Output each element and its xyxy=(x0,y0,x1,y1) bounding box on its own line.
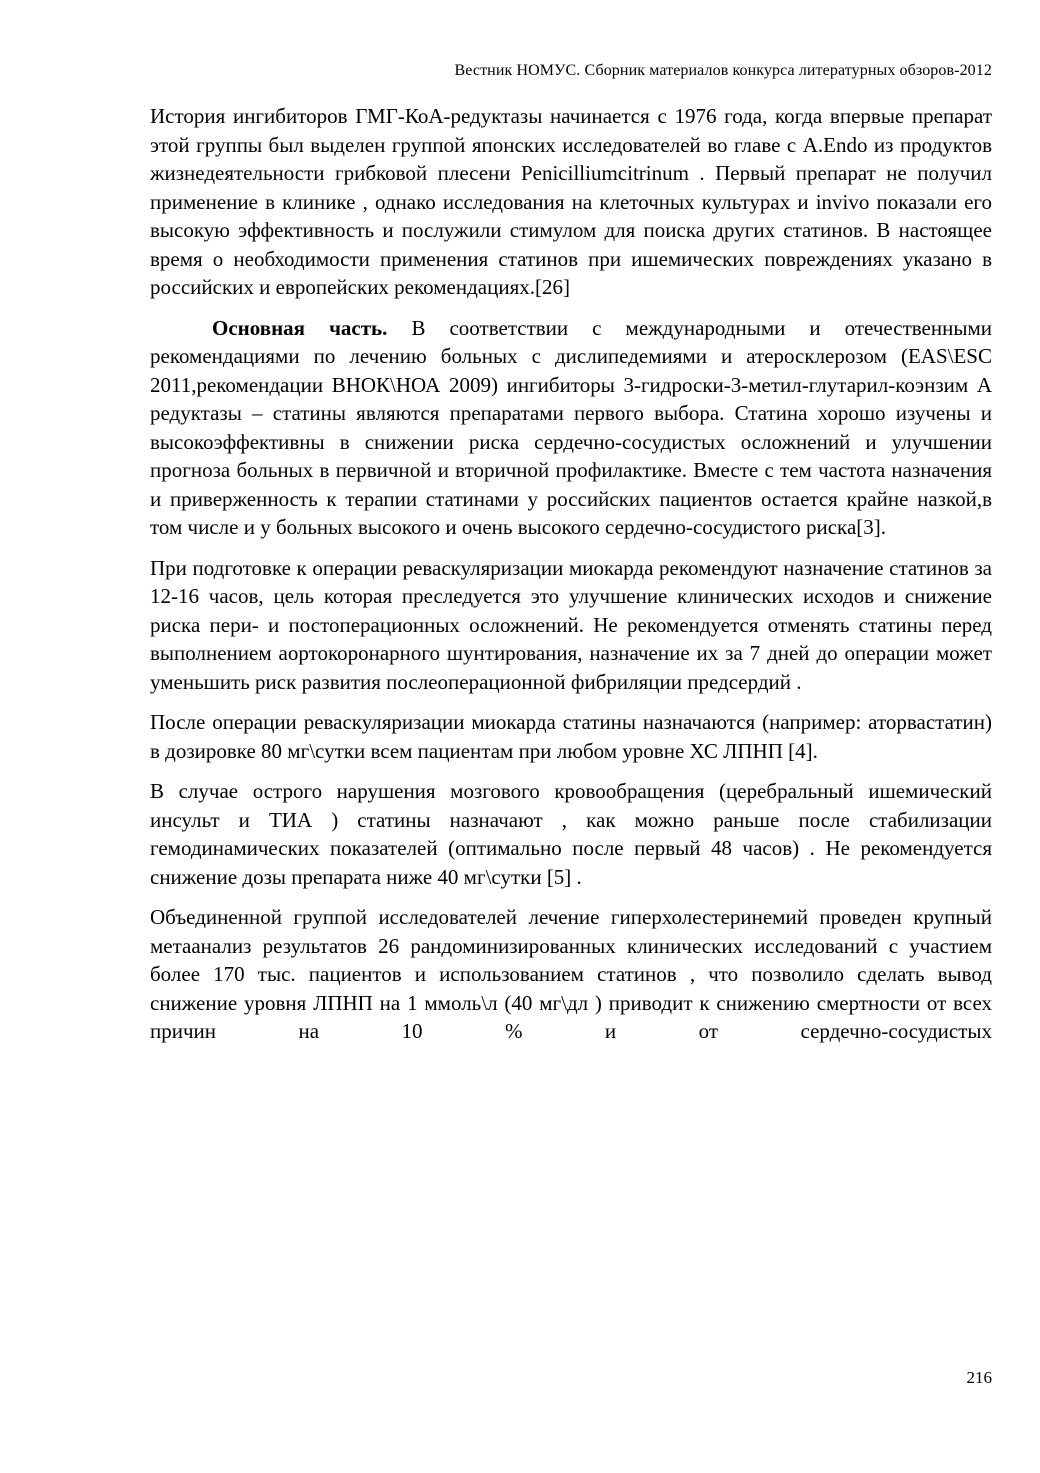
paragraph-revascularization-prep: При подготовке к операции реваскуляризации миокарда рекомендуют назначение статинов за 12-16 часов, цель которая преследуется это улучшение клинических исходов и снижение риска пери- и постоперационных осложнений. Не рекомендуется отменять статины перед выполнением аортокоронарного шунтирования, назначение их за 7 дней до операции может уменьшить риск развития послеоперационной фибриляции предсердий . xyxy=(150,555,992,694)
body-text xyxy=(150,102,992,1058)
page-number: 216 xyxy=(966,1368,992,1387)
paragraph-post-revascularization: После операции реваскуляризации миокарда статины назначаются (например: аторвастатин) в дозировке 80 мг\сутки всем пациентам при любом уровне ХС ЛПНП [4]. xyxy=(150,710,992,763)
section-heading: Основная часть. xyxy=(212,315,388,340)
paragraph-main-part xyxy=(150,314,992,542)
paragraph-stroke: В случае острого нарушения мозгового кровообращения (церебральный ишемический инсульт и ТИА ) статины назначают , как можно раньше после стабилизации гемодинамических показателей (оптимально после первый 48 часов) . Не рекомендуется снижение дозы препарата ниже 40 мг\сутки [5] . xyxy=(150,779,992,889)
paragraph-history: История ингибиторов ГМГ-КоА-редуктазы начинается с 1976 года, когда впервые препарат этой группы был выделен группой японских исследователей во главе с A.Endo из продуктов жизнедеятельности грибковой плесени Penicilliumcitrinum . Первый препарат не получил применение в клинике , однако исследования на клеточных культурах и invivo показали его высокую эффективность и послужили стимулом для поиска других статинов. В настоящее время о необходимости применения статинов при ишемических повреждениях указано в российских и европейских рекомендациях.[26] xyxy=(150,104,992,299)
paragraph-metaanalysis: Объединенной группой исследователей лечение гиперхолестеринемий проведен крупный метаанализ результатов 26 рандоминизированных клинических исследований с участием более 170 тыс. пациентов и использованием статинов , что позволило сделать вывод снижение уровня ЛПНП на 1 ммоль\л (40 мг\дл ) приводит к снижению смертности от всех причин на 10 % и от сердечно-сосудистых xyxy=(150,905,992,1043)
running-header: Вестник НОМУС. Сборник материалов конкурса литературных обзоров-2012 xyxy=(454,62,992,79)
paragraph-main-part-text: В соответствии с международными и отечественными рекомендациями по лечению больных с дислипедемиями и атеросклерозом (EAS\ESC 2011,рекомендации ВНОК\НОА 2009) ингибиторы 3-гидроски-3-метил-глутарил-коэнзим А редуктазы – статины являются препаратами первого выбора. Статина хорошо изучены и высокоэффективны в снижении риска сердечно-сосудистых осложнений и улучшении прогноза больных в первичной и вторичной профилактике. Вместе с тем частота назначения и приверженность к терапии статинами у российских пациентов остается крайне назкой,в том числе и у больных высокого и очень высокого сердечно-сосудистого риска[3]. xyxy=(150,315,992,539)
